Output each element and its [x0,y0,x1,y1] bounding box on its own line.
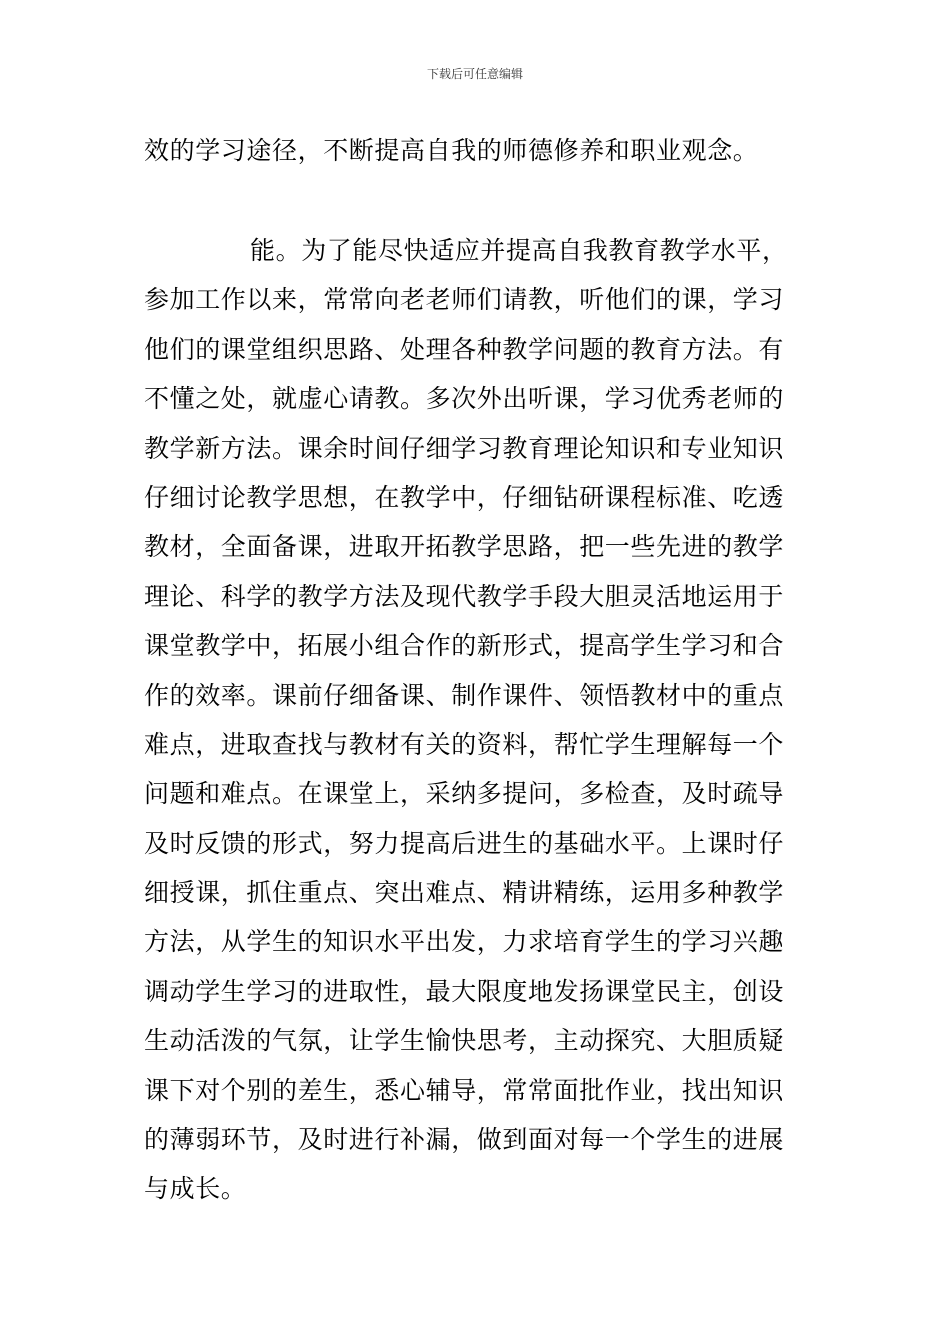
text-line: 参加工作以来，常常向老老师们请教，听他们的课，学习 [144,285,785,315]
text-line: 与成长。 [144,1174,247,1204]
text-line: 不懂之处，就虚心请教。多次外出听课，学习优秀老师的 [144,384,785,414]
paragraph-2 [144,226,809,1214]
text-line: 方法，从学生的知识水平出发，力求培育学生的学习兴趣 [144,927,785,957]
text-line: 教材，全面备课，进取开拓教学思路，把一些先进的教学 [144,532,785,562]
text-line: 他们的课堂组织思路、处理各种教学问题的教育方法。有 [144,334,785,364]
text-line: 教学新方法。课余时间仔细学习教育理论知识和专业知识 [144,433,785,463]
text-line: 作的效率。课前仔细备课、制作课件、领悟教材中的重点 [144,680,785,710]
text-line: 仔细讨论教学思想，在教学中，仔细钻研课程标准、吃透 [144,482,785,512]
text-line: 能。为了能尽快适应并提高自我教育教学水平， [250,236,788,265]
text-line: 难点，进取查找与教材有关的资料，帮忙学生理解每一个 [144,729,785,759]
text-line: 理论、科学的教学方法及现代教学手段大胆灵活地运用于 [144,581,785,611]
paragraph-1 [144,126,809,175]
text-line: 及时反馈的形式，努力提高后进生的基础水平。上课时仔 [144,828,785,858]
text-line: 效的学习途径，不断提高自我的师德修养和职业观念。 [144,136,759,165]
text-line: 的薄弱环节，及时进行补漏，做到面对每一个学生的进展 [144,1125,785,1155]
text-line: 问题和难点。在课堂上，采纳多提问，多检查，及时疏导 [144,779,785,809]
text-line: 调动学生学习的进取性，最大限度地发扬课堂民主，创设 [144,976,785,1006]
page-header-note: 下载后可任意编辑 [426,67,523,81]
text-line: 生动活泼的气氛，让学生愉快思考，主动探究、大胆质疑 [144,1026,785,1056]
text-line: 课堂教学中，拓展小组合作的新形式，提高学生学习和合 [144,631,785,661]
text-line: 细授课，抓住重点、突出难点、精讲精练，运用多种教学 [144,878,785,908]
text-line: 课下对个别的差生，悉心辅导，常常面批作业，找出知识 [144,1075,785,1105]
